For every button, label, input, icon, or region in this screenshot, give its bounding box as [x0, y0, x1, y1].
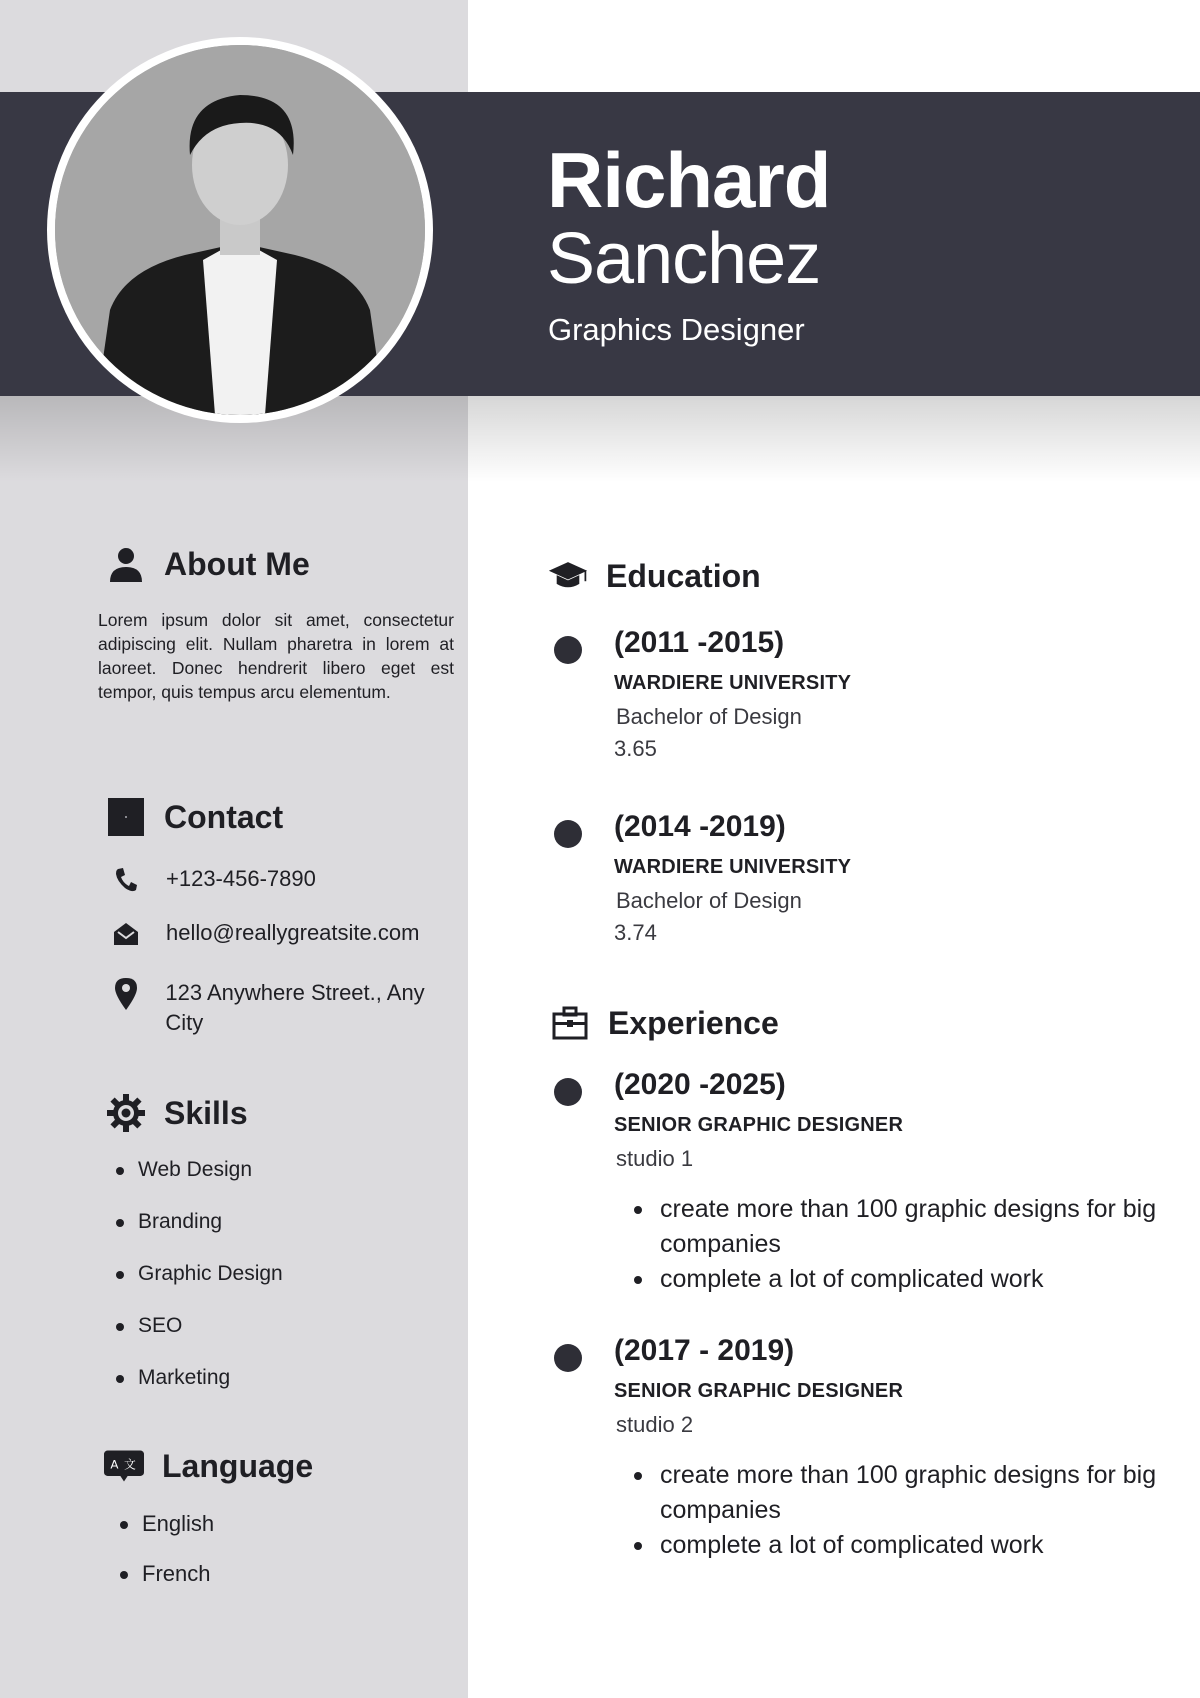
education-heading-label: Education [606, 557, 761, 594]
briefcase-icon [550, 1003, 590, 1043]
education-school: WARDIERE UNIVERSITY [614, 856, 852, 878]
language-heading [104, 1446, 313, 1486]
contact-phone [110, 864, 316, 896]
location-pin-icon [110, 978, 141, 1010]
experience-bullets [632, 1192, 1172, 1297]
education-entry [552, 626, 1152, 766]
envelope-icon [110, 918, 142, 950]
about-heading [106, 544, 310, 584]
svg-text:文: 文 [124, 1457, 136, 1472]
experience-bullet: create more than 100 graphic designs for big companies [632, 1192, 1172, 1262]
profile-photo [55, 45, 425, 415]
language-heading-label: Language [162, 1447, 314, 1484]
timeline-dot [554, 820, 582, 848]
phone-icon [110, 864, 142, 896]
skill-item: Web Design [116, 1155, 283, 1207]
last-name: Sanchez [547, 219, 821, 299]
skills-list [116, 1155, 283, 1415]
education-gpa: 3.74 [614, 920, 657, 945]
experience-bullet: create more than 100 graphic designs for big companies [632, 1458, 1172, 1528]
timeline-dot [554, 636, 582, 664]
contact-heading [106, 797, 283, 837]
language-item: English [120, 1509, 214, 1559]
experience-bullets [632, 1458, 1172, 1563]
full-name [547, 136, 831, 299]
education-years: (2011 -2015) [614, 626, 785, 659]
experience-role: SENIOR GRAPHIC DESIGNER [614, 1114, 904, 1136]
graduation-cap-icon [548, 556, 588, 596]
experience-years: (2017 - 2019) [614, 1334, 795, 1367]
experience-entry [552, 1068, 1157, 1298]
phone-number: +123-456-7890 [166, 866, 316, 891]
contact-card-icon [106, 797, 146, 837]
language-list [120, 1509, 214, 1609]
experience-role: SENIOR GRAPHIC DESIGNER [614, 1380, 904, 1402]
experience-entry [552, 1334, 1157, 1564]
contact-email [110, 918, 419, 950]
contact-heading-label: Contact [164, 798, 284, 835]
first-name: Richard [547, 136, 831, 224]
street-address: 123 Anywhere Street., Any City [165, 980, 425, 1035]
timeline-dot [554, 1344, 582, 1372]
about-heading-label: About Me [164, 545, 310, 582]
education-gpa: 3.65 [614, 736, 657, 761]
contact-address [110, 978, 450, 1038]
language-item: French [120, 1559, 214, 1609]
job-title: Graphics Designer [548, 312, 805, 347]
skill-item: Graphic Design [116, 1259, 283, 1311]
experience-bullet: complete a lot of complicated work [632, 1528, 1172, 1563]
education-entry [552, 810, 1152, 950]
skill-item: Branding [116, 1207, 283, 1259]
gear-icon [106, 1093, 146, 1133]
skills-heading [106, 1093, 248, 1133]
user-icon [106, 544, 146, 584]
experience-bullet: complete a lot of complicated work [632, 1262, 1172, 1297]
education-heading [548, 556, 761, 596]
skill-item: SEO [116, 1311, 283, 1363]
education-degree: Bachelor of Design [616, 704, 802, 729]
experience-heading [550, 1003, 779, 1043]
svg-text:A: A [110, 1457, 119, 1472]
experience-company: studio 1 [616, 1146, 694, 1171]
education-degree: Bachelor of Design [616, 888, 802, 913]
about-text: Lorem ipsum dolor sit amet, consectetur adipiscing elit. Nullam pharetra in lorem at laoreet. Donec hendrerit libero eget est tempor, quis tempus arcu elementum. [98, 610, 454, 702]
experience-heading-label: Experience [608, 1004, 779, 1041]
experience-company: studio 2 [616, 1412, 694, 1437]
education-school: WARDIERE UNIVERSITY [614, 672, 852, 694]
timeline-dot [554, 1078, 582, 1106]
translate-icon [104, 1446, 144, 1486]
skills-heading-label: Skills [164, 1094, 248, 1131]
experience-years: (2020 -2025) [614, 1068, 786, 1101]
skill-item: Marketing [116, 1363, 283, 1415]
education-years: (2014 -2019) [614, 810, 786, 843]
email-address: hello@reallygreatsite.com [166, 920, 420, 945]
